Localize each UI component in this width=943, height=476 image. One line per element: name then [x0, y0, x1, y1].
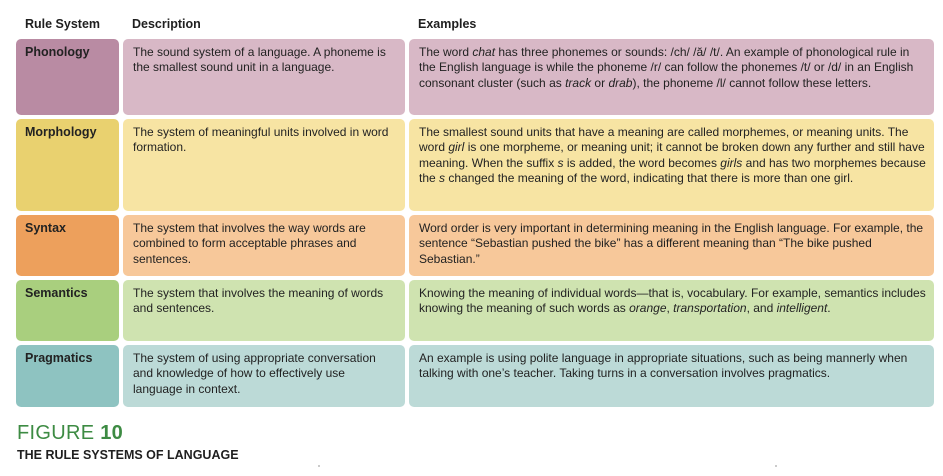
examples-cell-phonology: The word chat has three phonemes or sounds: /ch/ /ă/ /t/. An example of phonological rule in the English language is while the phoneme /r/ can follow the phonemes /t/ or /d/ in an English consonant cluster (such as track or drab), the phoneme /l/ cannot follow these letters. [409, 39, 934, 115]
description-cell-semantics: The system that involves the meaning of words and sentences. [123, 280, 405, 341]
description-cell-phonology: The sound system of a language. A phoneme is the smallest sound unit in a language. [123, 39, 405, 115]
header-description: Description [132, 17, 201, 31]
examples-cell-morphology: The smallest sound units that have a meaning are called morphemes, or meaning units. The word girl is one morpheme, or meaning unit; it cannot be broken down any further and still have meaning. When the suffix s is added, the word becomes girls and has two morphemes because the s changed the meaning of the word, indicating that there is more than one girl. [409, 119, 934, 211]
description-cell-morphology: The system of meaningful units involved in word formation. [123, 119, 405, 211]
header-rule-system: Rule System [25, 17, 101, 31]
decorative-dot [318, 465, 320, 467]
figure-label-number: 10 [100, 422, 124, 444]
decorative-dot [775, 465, 777, 467]
examples-cell-syntax: Word order is very important in determining meaning in the English language. For example, the sentence “Sebastian pushed the bike” has a different meaning than “The bike pushed Sebastian.” [409, 215, 934, 276]
figure-caption: THE RULE SYSTEMS OF LANGUAGE [17, 448, 239, 462]
system-cell-morphology: Morphology [16, 119, 119, 211]
description-cell-syntax: The system that involves the way words are combined to form acceptable phrases and sentences. [123, 215, 405, 276]
examples-cell-semantics: Knowing the meaning of individual words—that is, vocabulary. For example, semantics includes knowing the meaning of such words as orange, transportation, and intelligent. [409, 280, 934, 341]
system-cell-phonology: Phonology [16, 39, 119, 115]
system-cell-syntax: Syntax [16, 215, 119, 276]
description-cell-pragmatics: The system of using appropriate conversation and knowledge of how to effectively use language in context. [123, 345, 405, 407]
system-cell-pragmatics: Pragmatics [16, 345, 119, 407]
examples-cell-pragmatics: An example is using polite language in appropriate situations, such as being mannerly when talking with one’s teacher. Taking turns in a conversation involves pragmatics. [409, 345, 934, 407]
system-cell-semantics: Semantics [16, 280, 119, 341]
figure-label [17, 422, 123, 445]
figure-label-word: FIGURE [17, 422, 95, 444]
header-examples: Examples [418, 17, 477, 31]
